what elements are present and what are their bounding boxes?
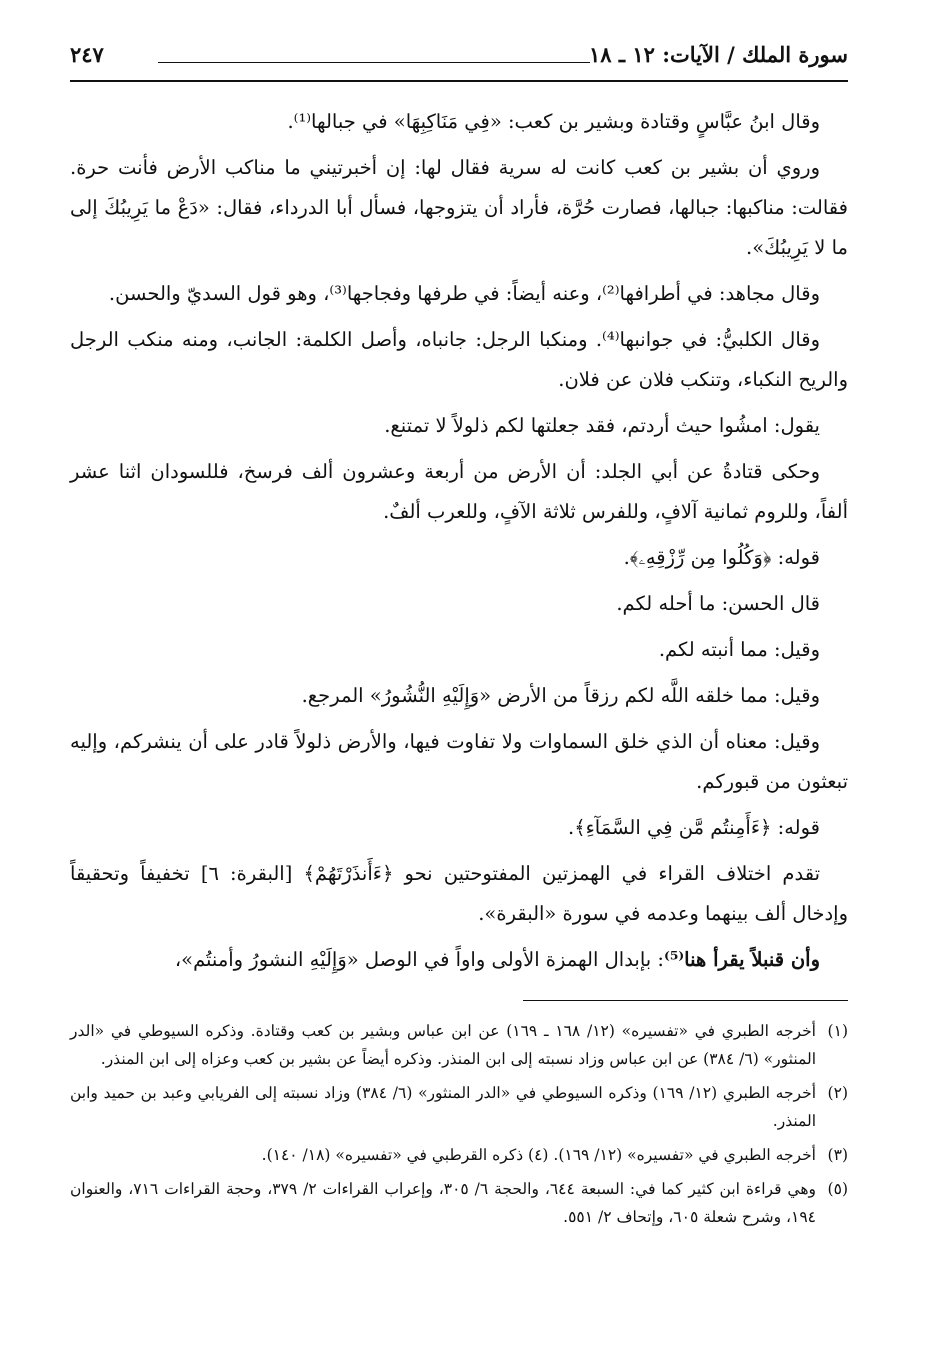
footnote — [70, 1175, 848, 1231]
paragraph: وقيل: معناه أن الذي خلق السماوات ولا تفاوت فيها، والأرض ذلولاً قادر على أن ينشركم، وإليه تبعثون من قبوركم. — [70, 730, 848, 793]
footnote — [70, 1079, 848, 1135]
paragraph-last — [70, 940, 848, 980]
paragraph: وقيل: مما خلقه اللَّه لكم رزقاً من الأرض «وَإِلَيْهِ النُّشُورُ» المرجع. — [301, 684, 820, 707]
footnote-number: (٢) — [827, 1084, 848, 1102]
paragraph: وقيل: مما أنبته لكم. — [658, 638, 820, 661]
reader-name-bold: وأن قنبلاً يقرأ هنا⁽⁵⁾ — [664, 948, 820, 971]
main-text — [70, 102, 848, 980]
paragraph: يقول: امشُوا حيث أردتم، فقد جعلتها لكم ذلولاً لا تمتنع. — [384, 414, 820, 437]
page-header — [70, 38, 848, 82]
paragraph: تقدم اختلاف القراء في الهمزتين المفتوحتين نحو ﴿ءَأَنذَرْتَهُمْ﴾ [البقرة: ٦] تخفيفاً وتحقيقاً وإدخال ألف بينهما وعدمه في سورة «البقرة». — [70, 862, 848, 925]
footnote-number: (١) — [827, 1022, 848, 1040]
footnote-text: أخرجه الطبري في «تفسيره» (١٢/ ١٦٩). (٤) ذكره القرطبي في «تفسيره» (١٨/ ١٤٠). — [261, 1146, 816, 1164]
paragraph: وروي أن بشير بن كعب كانت له سرية فقال لها: إن أخبرتيني ما مناكب الأرض فأنت حرة. فقالت: مناكبها: جبالها، فصارت حُرَّة، فأراد أن يتزوجها، فسأل أبا الدرداء، فقال: «دَعْ ما يَرِيبُكَ إلى ما لا يَرِيبُكَ». — [70, 156, 848, 259]
footnotes — [70, 1017, 848, 1231]
paragraph: وقال مجاهد: في أطرافها⁽²⁾، وعنه أيضاً: في طرفها وفجاجها⁽³⁾، وهو قول السديّ والحسن. — [108, 282, 820, 305]
book-page — [70, 38, 848, 1237]
footnote-text: أخرجه الطبري (١٢/ ١٦٩) وذكره السيوطي في «الدر المنثور» (٦/ ٣٨٤) وزاد نسبته إلى الفريابي وعبد بن حميد وابن المنذر. — [70, 1084, 816, 1130]
footnote-text: أخرجه الطبري في «تفسيره» (١٢/ ١٦٨ ـ ١٦٩) عن ابن عباس وبشير بن كعب وقتادة. وذكره السيوطي في «الدر المنثور» (٦/ ٣٨٤) عن ابن عباس وزاد نسبته إلى ابن المنذر. وذكره أيضاً عن بشير بن كعب وعزاه إلى ابن المنذر. — [70, 1022, 816, 1068]
footnote-number: (٣) — [827, 1146, 848, 1164]
page-number: ٢٤٧ — [70, 42, 104, 67]
running-title: سورة الملك / الآيات: ١٢ ـ ١٨ — [588, 42, 848, 67]
paragraph: قال الحسن: ما أحله لكم. — [616, 592, 820, 615]
footnote — [70, 1141, 848, 1169]
paragraph: وقال ابنُ عبَّاسٍ وقتادة وبشير بن كعب: «فِي مَنَاكِبِهَا» في جبالها⁽¹⁾. — [287, 110, 820, 133]
footnote-separator — [523, 1000, 848, 1001]
paragraph-rest: : بإبدال الهمزة الأولى واواً في الوصل «وَإِلَيْهِ النشورُ وأمنتُم»، — [174, 948, 664, 971]
footnote — [70, 1017, 848, 1073]
paragraph: قوله: ﴿وَكُلُوا مِن رِّزْقِهِۦ﴾. — [623, 546, 820, 569]
paragraph: وقال الكلبيُّ: في جوانبها⁽⁴⁾. ومنكبا الرجل: جانباه، وأصل الكلمة: الجانب، ومنه منكب الرجل والريح النكباء، وتنكب فلان عن فلان. — [70, 328, 848, 391]
footnote-number: (٥) — [827, 1180, 848, 1198]
header-rule — [158, 62, 590, 63]
footnote-text: وهي قراءة ابن كثير كما في: السبعة ٦٤٤، والحجة ٦/ ٣٠٥، وإعراب القراءات ٢/ ٣٧٩، وحجة القراءات ٧١٦، والعنوان ١٩٤، وشرح شعلة ٦٠٥، وإتحاف ٢/ ٥٥١. — [70, 1180, 816, 1226]
paragraph: وحكى قتادةُ عن أبي الجلد: أن الأرض من أربعة وعشرون ألف فرسخ، فللسودان اثنا عشر ألفاً، وللروم ثمانية آلافٍ، وللفرس ثلاثة الآفٍ، وللعرب ألفٌ. — [70, 460, 848, 523]
paragraph: قوله: ﴿ءَأَمِنتُم مَّن فِي السَّمَآءِ﴾. — [568, 816, 820, 839]
